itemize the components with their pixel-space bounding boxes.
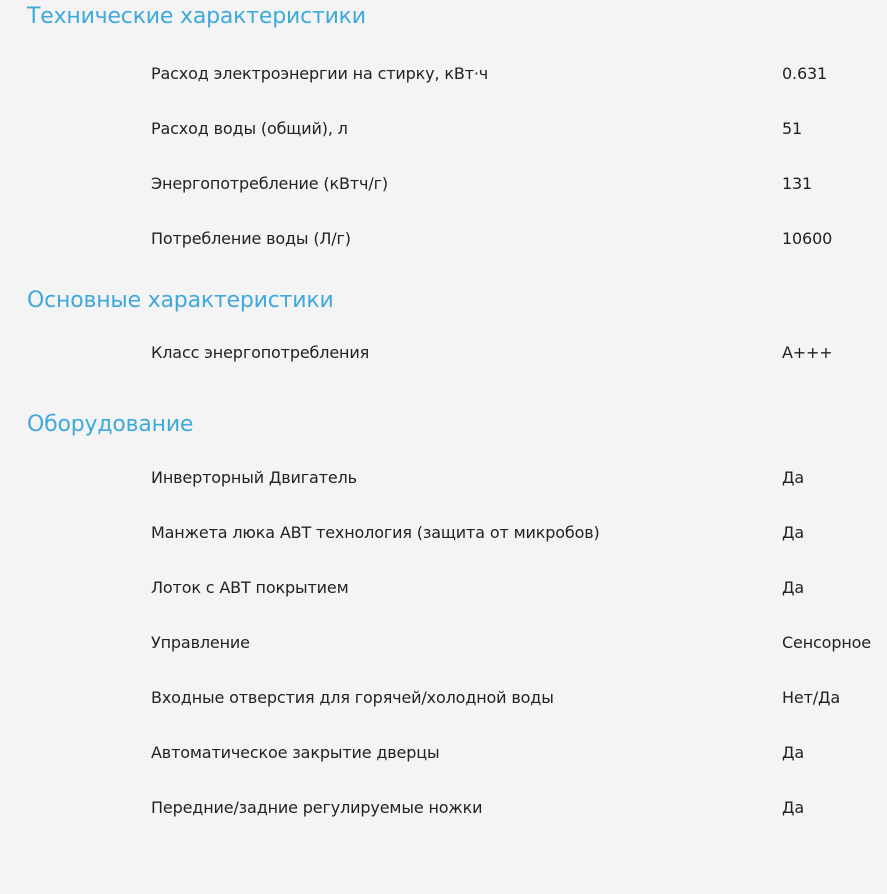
spec-label: Передние/задние регулируемые ножки: [151, 798, 483, 817]
section-title: Оборудование: [27, 412, 194, 437]
section-technical-specs: [0, 0, 887, 266]
spec-label: Управление: [151, 633, 250, 652]
spec-row-water-inlets: [0, 670, 887, 725]
spec-label: Инверторный Двигатель: [151, 468, 357, 487]
section-main-specs: [0, 284, 887, 380]
spec-row-door-seal-abt: [0, 505, 887, 560]
spec-value: 0.631: [782, 64, 828, 83]
spec-row-water-per-year: [0, 211, 887, 266]
spec-value: 10600: [782, 229, 833, 248]
spec-row-control: [0, 615, 887, 670]
spec-value: Да: [782, 743, 805, 762]
spec-row-energy-per-wash: [0, 46, 887, 101]
spec-label: Входные отверстия для горячей/холодной воды: [151, 688, 554, 707]
spec-row-auto-door-close: [0, 725, 887, 780]
spec-row-energy-per-year: [0, 156, 887, 211]
spec-label: Расход электроэнергии на стирку, кВт·ч: [151, 64, 489, 83]
spec-list: [0, 325, 887, 380]
spec-label: Манжета люка ABT технология (защита от микробов): [151, 523, 600, 542]
spec-row-energy-class: [0, 325, 887, 380]
spec-row-adjustable-feet: [0, 780, 887, 835]
spec-value: 131: [782, 174, 813, 193]
spec-value: A+++: [782, 343, 833, 362]
spec-value: Да: [782, 523, 805, 542]
spec-row-tray-abt: [0, 560, 887, 615]
spec-value: Да: [782, 468, 805, 487]
section-equipment: [0, 408, 887, 835]
spec-value: Да: [782, 578, 805, 597]
spec-label: Энергопотребление (кВтч/г): [151, 174, 388, 193]
spec-value: Да: [782, 798, 805, 817]
spec-list: [0, 46, 887, 266]
spec-label: Лоток с ABT покрытием: [151, 578, 349, 597]
section-title: Основные характеристики: [27, 288, 334, 313]
section-title: Технические характеристики: [27, 4, 366, 29]
spec-list: [0, 450, 887, 835]
spec-row-water-total: [0, 101, 887, 156]
spec-value: Сенсорное: [782, 633, 871, 652]
spec-label: Расход воды (общий), л: [151, 119, 348, 138]
spec-row-inverter-motor: [0, 450, 887, 505]
spec-label: Потребление воды (Л/г): [151, 229, 351, 248]
spec-label: Автоматическое закрытие дверцы: [151, 743, 440, 762]
spec-value: 51: [782, 119, 803, 138]
spec-value: Нет/Да: [782, 688, 840, 707]
spec-label: Класс энергопотребления: [151, 343, 370, 362]
